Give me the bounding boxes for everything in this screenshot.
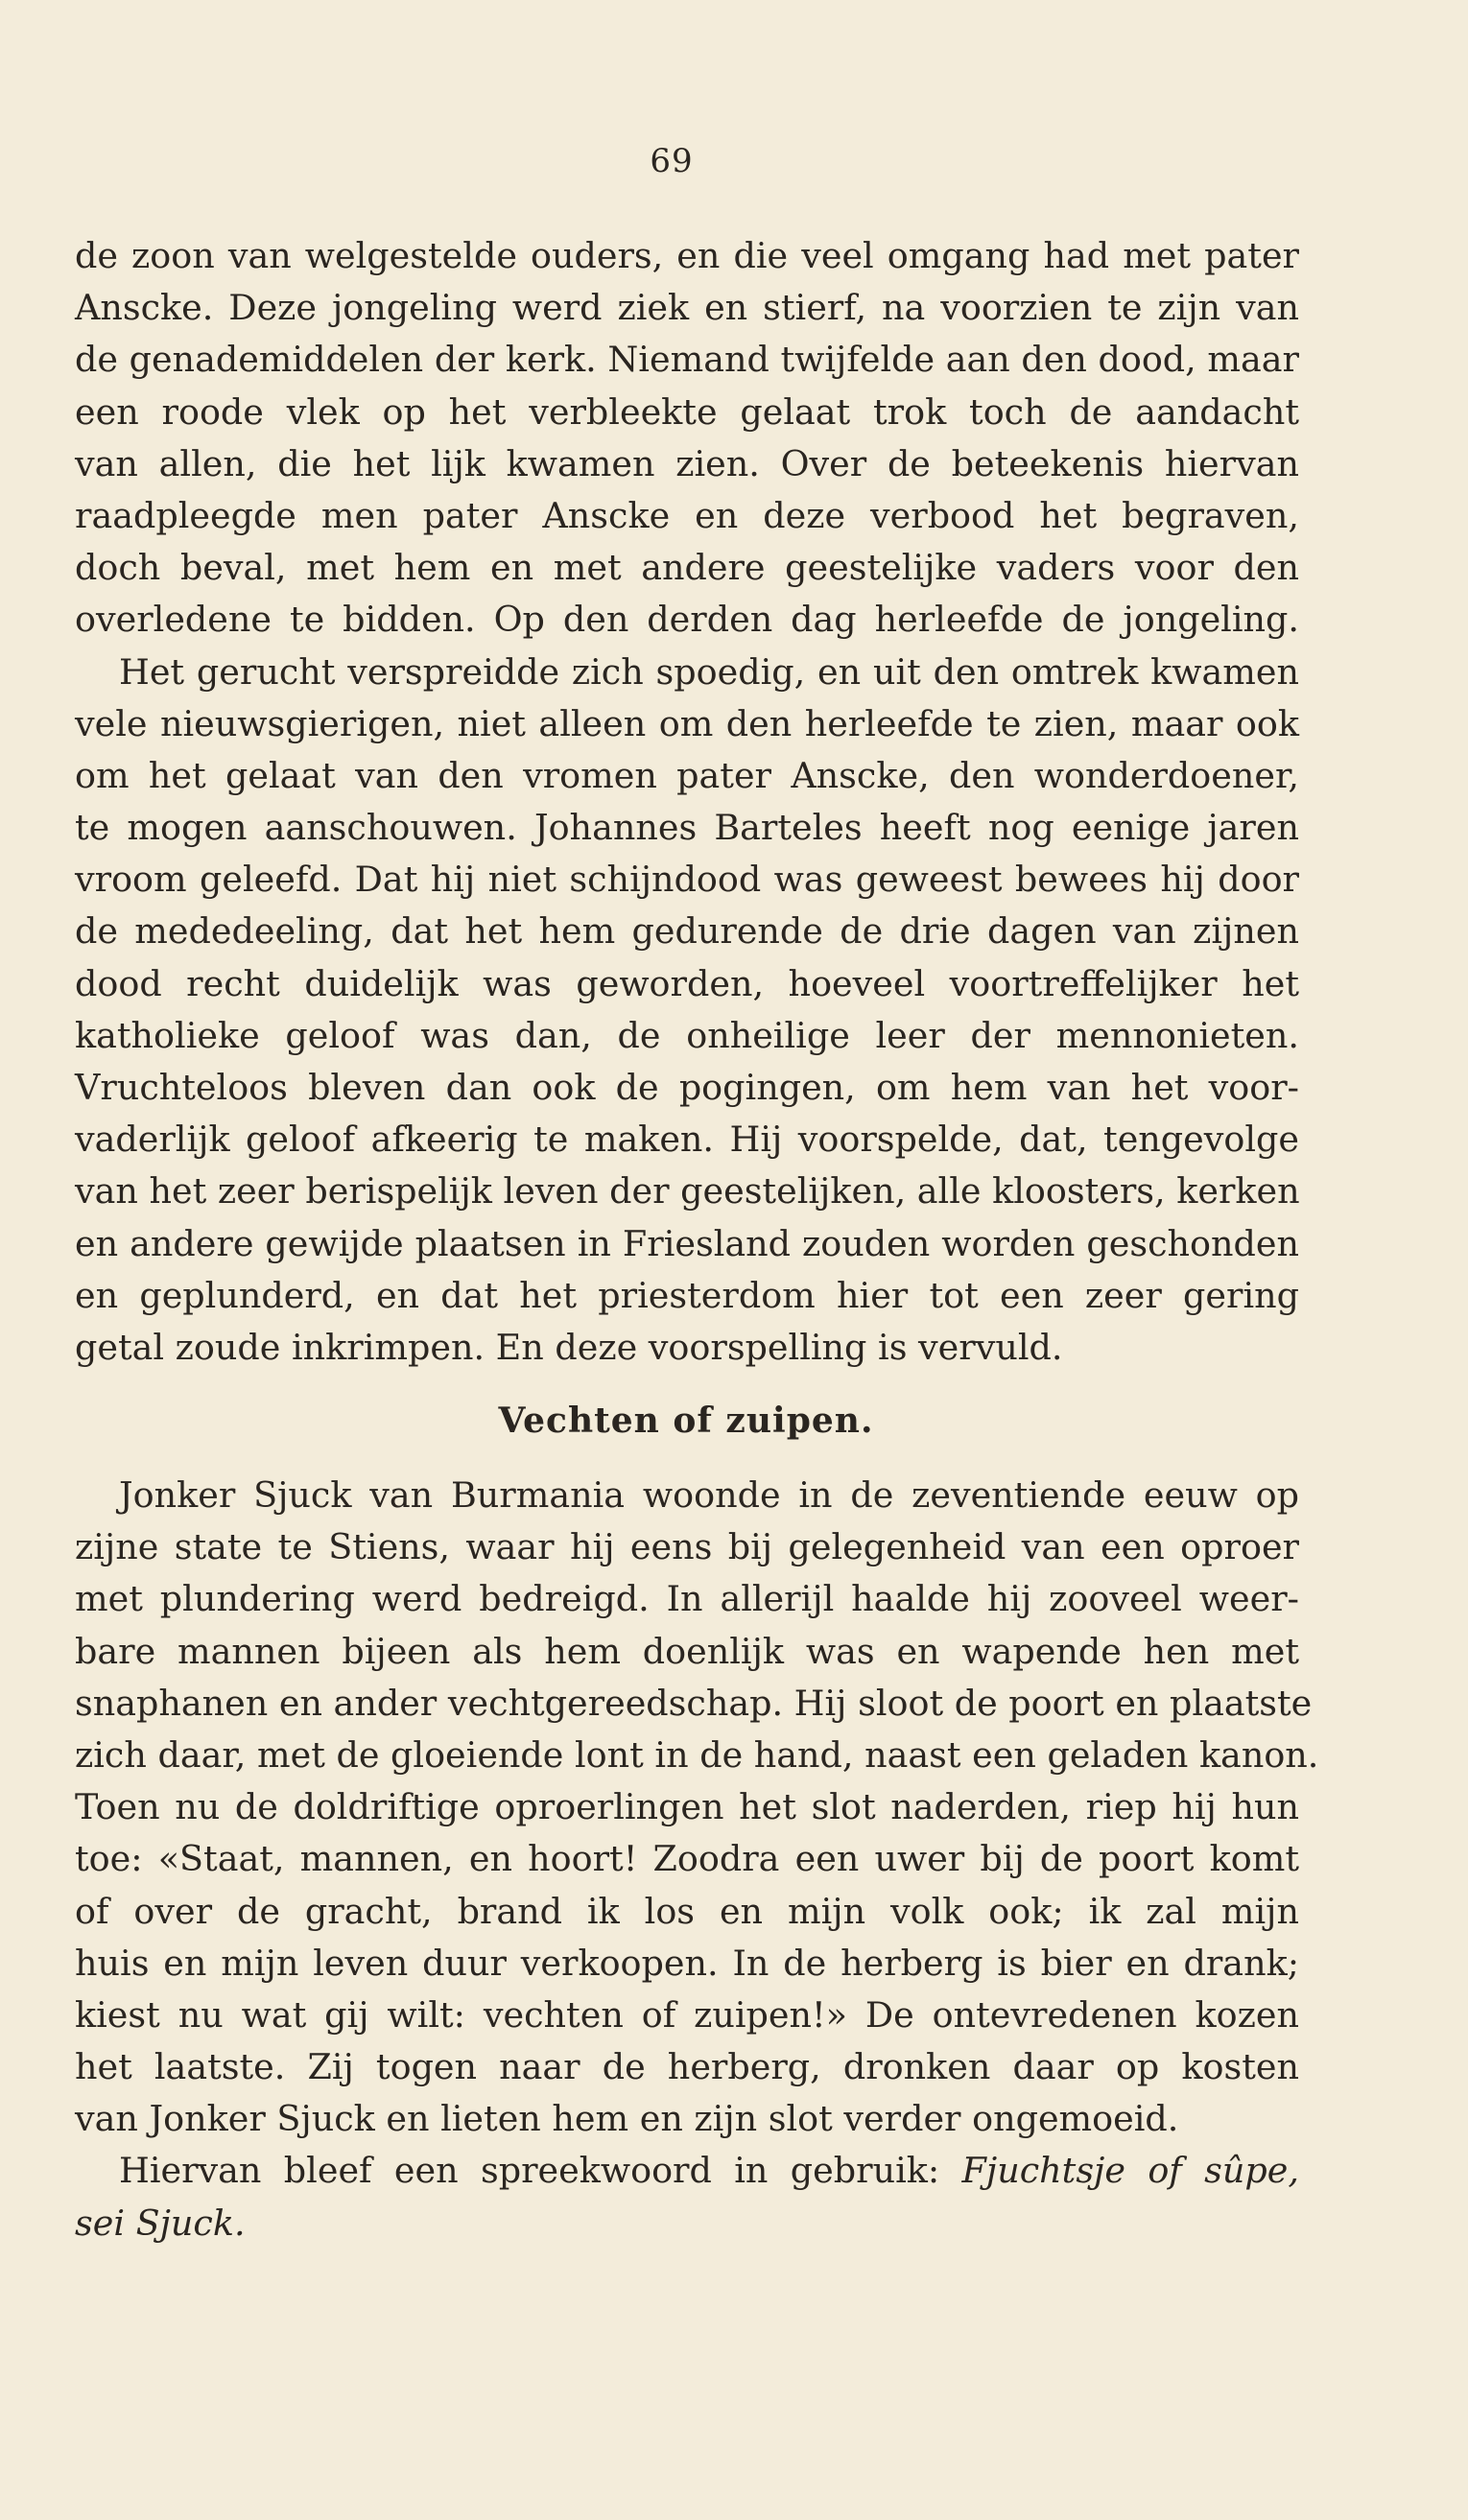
text-line: Toen nu de doldriftige oproerlingen het slot naderden, riep hij hun: [75, 1786, 1299, 1828]
text-line-proverb: [75, 2145, 1299, 2197]
proverb-intro: Hiervan bleef een spreekwoord in gebruik:: [119, 2150, 940, 2192]
text-line: om het gelaat van den vromen pater Anscke, den wonderdoener,: [75, 754, 1299, 796]
text-line: de zoon van welgestelde ouders, en die veel omgang had met pater: [75, 235, 1299, 276]
text-line: en geplunderd, en dat het priesterdom hier tot een zeer gering: [75, 1274, 1299, 1316]
proverb-attribution: sei Sjuck.: [75, 2202, 246, 2244]
section-heading: Vechten of zuipen.: [498, 1401, 874, 1441]
text-line: huis en mijn leven duur verkoopen. In de herberg is bier en drank;: [75, 1942, 1299, 1984]
text-line: Het gerucht verspreidde zich spoedig, en uit den omtrek kwamen: [119, 650, 1299, 693]
text-line: van het zeer berispelijk leven der geestelijken, alle kloosters, kerken: [75, 1170, 1300, 1213]
text-line: vroom geleefd. Dat hij niet schijndood was geweest bewees hij door: [75, 859, 1299, 901]
text-line: Anscke. Deze jongeling werd ziek en stierf, na voorzien te zijn van: [75, 287, 1299, 329]
text-line: en andere gewijde plaatsen in Friesland zouden worden geschonden: [75, 1222, 1299, 1264]
text-line: het laatste. Zij togen naar de herberg, dronken daar op kosten: [75, 2046, 1299, 2088]
text-line: raadpleegde men pater Anscke en deze verbood het begraven,: [75, 494, 1299, 536]
text-line: getal zoude inkrimpen. En deze voorspelling is vervuld.: [75, 1326, 1063, 1368]
text-line: vaderlijk geloof afkeerig te maken. Hij voorspelde, dat, tengevolge: [75, 1119, 1299, 1161]
text-line: katholieke geloof was dan, de onheilige leer der mennonieten.: [75, 1014, 1299, 1056]
text-line: Jonker Sjuck van Burmania woonde in de zeventiende eeuw op: [119, 1474, 1299, 1516]
text-line: Vruchteloos bleven dan ook de pogingen, om hem van het voor-: [75, 1067, 1299, 1108]
text-line: kiest nu wat gij wilt: vechten of zuipen!» De ontevredenen kozen: [75, 1993, 1299, 2036]
proverb-text: Fjuchtsje of sûpe,: [961, 2150, 1299, 2192]
text-line: of over de gracht, brand ik los en mijn volk ook; ik zal mijn: [75, 1890, 1299, 1932]
text-line: van allen, die het lijk kwamen zien. Over de beteekenis hiervan: [75, 442, 1299, 484]
text-line: vele nieuwsgierigen, niet alleen om den herleefde te zien, maar ook: [75, 702, 1299, 744]
text-line: de mededeeling, dat het hem gedurende de drie dagen van zijnen: [75, 910, 1299, 953]
text-line: bare mannen bijeen als hem doenlijk was en wapende hen met: [75, 1630, 1299, 1672]
text-line: toe: «Staat, mannen, en hoort! Zoodra een uwer bij de poort komt: [75, 1838, 1299, 1880]
body-text-lower: [75, 1470, 1319, 2249]
text-line: doch beval, met hem en met andere geestelijke vaders voor den: [75, 547, 1299, 589]
text-line: zijne state te Stiens, waar hij eens bij gelegenheid van een oproer: [75, 1526, 1299, 1568]
text-line: met plundering werd bedreigd. In allerijl haalde hij zooveel weer-: [75, 1578, 1299, 1620]
text-line: snaphanen en ander vechtgereedschap. Hij sloot de poort en plaatste: [75, 1682, 1313, 1724]
body-text-upper: [75, 230, 1299, 1374]
text-line: de genademiddelen der kerk. Niemand twijfelde aan den dood, maar: [75, 339, 1299, 381]
text-line: te mogen aanschouwen. Johannes Barteles heeft nog eenige jaren: [75, 807, 1299, 849]
text-line: van Jonker Sjuck en lieten hem en zijn slot verder ongemoeid.: [75, 2098, 1179, 2140]
text-line: een roode vlek op het verbleekte gelaat trok toch de aandacht: [75, 390, 1299, 433]
text-line: zich daar, met de gloeiende lont in de hand, naast een geladen kanon.: [75, 1733, 1319, 1776]
text-line: overledene te bidden. Op den derden dag herleefde de jongeling.: [75, 599, 1299, 641]
page-number: 69: [650, 142, 694, 180]
text-line: dood recht duidelijk was geworden, hoeveel voortreffelijker het: [75, 962, 1299, 1004]
